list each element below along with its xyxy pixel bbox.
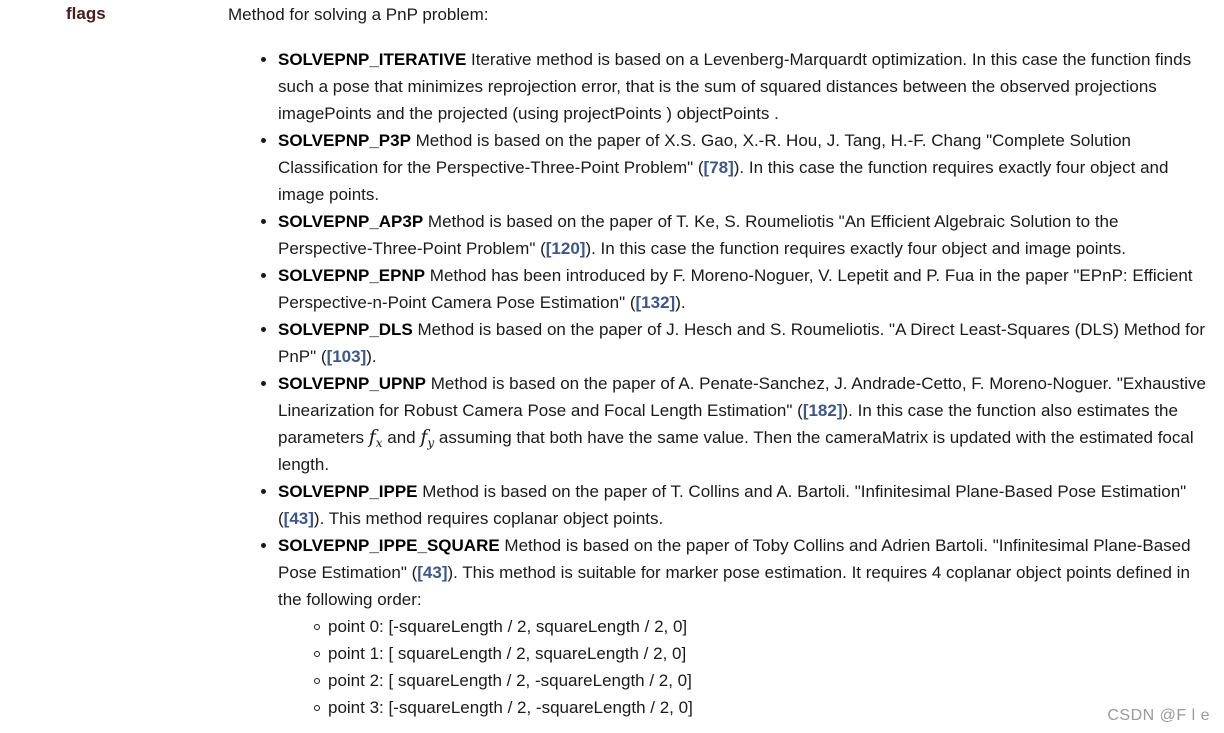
method-name: SOLVEPNP_AP3P [278,212,424,231]
citation-link[interactable]: [43] [283,509,314,528]
math-subscript: x [375,436,383,450]
method-description: Method is based on the paper of Toby Collins and Adrien Bartoli. "Infinitesimal Plane-Based Pose Estimation" ( [278,536,1191,582]
method-name: SOLVEPNP_P3P [278,131,411,150]
watermark: CSDN @F l e [1107,707,1210,724]
method-description: Method has been introduced by F. Moreno-Noguer, V. Lepetit and P. Fua in the paper "EPnP: Efficient Perspective-n-Point Camera Pose Estimation" ( [278,266,1193,312]
param-description [228,4,1208,721]
citation-link[interactable]: [78] [703,158,734,177]
conjunction-text: and [382,428,421,447]
method-item-p3p [278,127,1208,208]
citation-link[interactable]: [182] [802,401,843,420]
points-list [278,613,1208,721]
method-name: SOLVEPNP_EPNP [278,266,426,285]
method-item-iterative [278,46,1208,127]
methods-list [228,46,1208,721]
method-description: Method is based on the paper of T. Ke, S. Roumeliotis "An Efficient Algebraic Solution to the Perspective-Three-Point Problem" ( [278,212,1119,258]
list-item: point 1: [ squareLength / 2, squareLength / 2, 0] [328,640,1208,667]
method-item-epnp [278,262,1208,316]
method-description-tail: ). [366,347,377,366]
math-fx [369,426,383,448]
method-description: Method is based on the paper of A. Penate-Sanchez, J. Andrade-Cetto, F. Moreno-Noguer. "Exhaustive Linearization for Robust Camera Pose and Focal Length Estimation" ( [278,374,1207,420]
method-description-tail: ). In this case the function requires exactly four object and image points. [585,239,1126,258]
citation-link[interactable]: [43] [417,563,448,582]
math-base: f [420,426,428,448]
method-item-ippe [278,478,1208,532]
citation-link[interactable]: [120] [545,239,586,258]
method-name: SOLVEPNP_ITERATIVE [278,50,467,69]
math-fy [420,426,434,448]
method-name: SOLVEPNP_IPPE_SQUARE [278,536,500,555]
list-item: point 0: [-squareLength / 2, squareLength / 2, 0] [328,613,1208,640]
citation-link[interactable]: [132] [635,293,676,312]
method-item-ap3p [278,208,1208,262]
citation-link[interactable]: [103] [326,347,367,366]
method-description: Method is based on the paper of X.S. Gao, X.-R. Hou, J. Tang, H.-F. Chang "Complete Solution Classification for the Perspective-Three-Point Problem" ( [278,131,1132,177]
method-name: SOLVEPNP_DLS [278,320,413,339]
method-description-tail: ). [675,293,686,312]
method-description-tail: ). This method requires coplanar object points. [313,509,664,528]
method-description-tail: ). In this case the function requires exactly four object and image points. [278,158,1169,204]
method-description-mid: ). In this case the function also estimates the parameters [278,401,1178,447]
method-description-tail: ). This method is suitable for marker pose estimation. It requires 4 coplanar object points defined in the following order: [278,563,1190,609]
list-item: point 3: [-squareLength / 2, -squareLength / 2, 0] [328,694,1208,721]
method-item-dls [278,316,1208,370]
math-base: f [368,426,376,448]
math-subscript: y [427,436,435,450]
method-item-upnp [278,370,1208,478]
method-name: SOLVEPNP_UPNP [278,374,427,393]
method-name: SOLVEPNP_IPPE [278,482,418,501]
list-item: point 2: [ squareLength / 2, -squareLength / 2, 0] [328,667,1208,694]
method-item-ippe-square [278,532,1208,721]
method-description: Method is based on the paper of T. Collins and A. Bartoli. "Infinitesimal Plane-Based Pose Estimation" ( [278,482,1187,528]
method-description-tail: assuming that both have the same value. Then the cameraMatrix is updated with the estimated focal length. [278,428,1194,474]
param-intro: Method for solving a PnP problem: [228,5,489,24]
param-name: flags [66,4,106,23]
method-description: Method is based on the paper of J. Hesch and S. Roumeliotis. "A Direct Least-Squares (DLS) Method for PnP" ( [278,320,1205,366]
method-description: Iterative method is based on a Levenberg-Marquardt optimization. In this case the function finds such a pose that minimizes reprojection error, that is the sum of squared distances between the observed projections imagePoints and the projected (using projectPoints ) objectPoints . [278,50,1192,123]
